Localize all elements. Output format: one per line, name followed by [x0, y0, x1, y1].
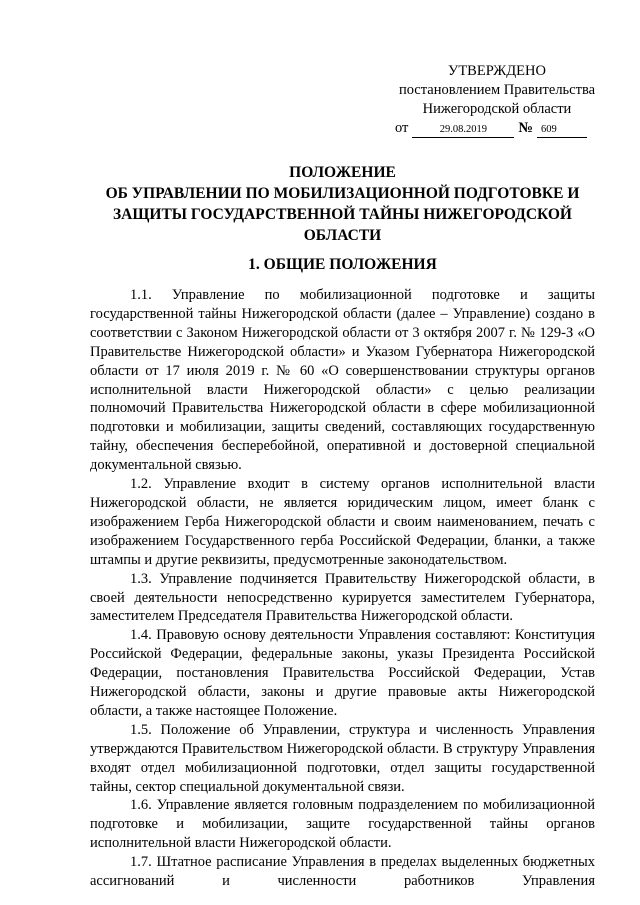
title-line-2: ОБ УПРАВЛЕНИИ ПО МОБИЛИЗАЦИОННОЙ ПОДГОТОВКЕ И: [105, 185, 580, 202]
approval-date: 29.08.2019: [412, 123, 514, 138]
approval-authority: постановлением Правительства: [398, 82, 596, 98]
approval-from-label: от: [395, 120, 409, 136]
approval-region: Нижегородской области: [422, 101, 572, 117]
section-heading: 1. ОБЩИЕ ПОЛОЖЕНИЯ: [248, 256, 437, 273]
approval-date-line: [395, 119, 607, 138]
title-line-3: ЗАЩИТЫ ГОСУДАРСТВЕННОЙ ТАЙНЫ НИЖЕГОРОДСКОЙ: [113, 206, 572, 223]
approval-number-sign: №: [518, 120, 533, 136]
approval-stamp: [387, 62, 607, 138]
paragraph-1-3: 1.3. Управление подчиняется Правительству Нижегородской области, в своей деятельности непосредственно курируется заместителем Губернатора, заместителем Председателя Правительства Нижегородской области.: [90, 570, 595, 625]
title-line-4: ОБЛАСТИ: [303, 227, 382, 244]
title-line-1: ПОЛОЖЕНИЕ: [289, 164, 396, 181]
document-title: [90, 162, 595, 246]
document-body: [90, 286, 595, 891]
paragraph-1-5: 1.5. Положение об Управлении, структура и численность Управления утверждаются Правительством Нижегородской области. В структуру Управления входят отдел мобилизационной подготовки, отдел защиты государственной тайны, сектор специальной документальной связи.: [90, 721, 595, 795]
paragraph-1-7: 1.7. Штатное расписание Управления в пределах выделенных бюджетных ассигнований и численности работников Управления: [90, 854, 595, 890]
paragraph-1-6: 1.6. Управление является головным подразделением по мобилизационной подготовке и мобилизации, защите государственной тайны органов исполнительной власти Нижегородской области.: [90, 797, 595, 852]
approval-number: 609: [537, 123, 587, 138]
paragraph-1-2: 1.2. Управление входит в систему органов исполнительной власти Нижегородской области, не является юридическим лицом, имеет бланк с изображением Герба Нижегородской области и своим наименованием, печать с изображением Государственного герба Российской Федерации, бланки, а также штампы и другие реквизиты, предусмотренные законодательством.: [90, 476, 595, 568]
approval-title: УТВЕРЖДЕНО: [448, 63, 546, 79]
paragraph-1-1: 1.1. Управление по мобилизационной подготовке и защиты государственной тайны Нижегородской области (далее – Управление) создано в соответствии с Законом Нижегородской области от 3 октября 2007 г. № 129-З «О Правительстве Нижегородской области» и Указом Губернатора Нижегородской области от 17 июля 2019 г. № 60 «О совершенствовании структуры органов исполнительной власти Нижегородской области» с целью реализации полномочий Правительства Нижегородской области в сфере мобилизационной подготовки и мобилизации, защиты сведений, составляющих государственную тайну, обеспечения бесперебойной, оперативной и достоверной специальной документальной связью.: [90, 287, 595, 474]
paragraph-1-4: 1.4. Правовую основу деятельности Управления составляют: Конституция Российской Федерации, федеральные законы, указы Президента Российской Федерации, постановления Правительства Российской Федерации, Устав Нижегородской области, законы и другие правовые акты Нижегородской области, а также настоящее Положение.: [90, 627, 595, 719]
